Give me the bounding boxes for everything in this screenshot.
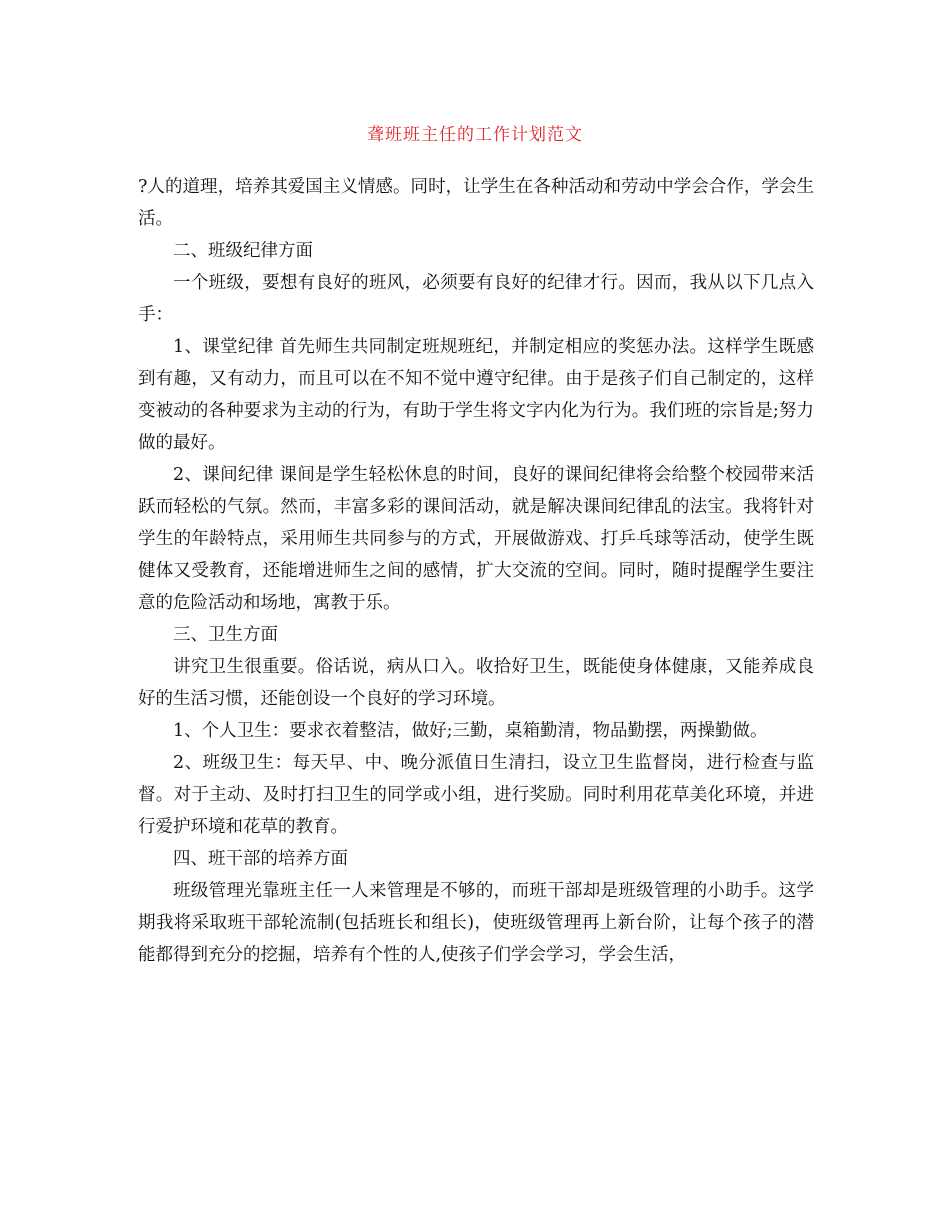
section-heading-class-cadres: 四、班干部的培养方面 — [173, 849, 348, 869]
paragraph-class-hygiene: 2、班级卫生：每天早、中、晚分派值日生清扫，设立卫生监督岗，进行检查与监督。对于主动、及时打扫卫生的同学或小组，进行奖励。同时利用花草美化环境，并进行爱护环境和花草的教育。 — [138, 753, 814, 837]
paragraph-classroom-discipline: 1、课堂纪律 首先师生共同制定班规班纪，并制定相应的奖惩办法。这样学生既感到有趣，又有动力，而且可以在不知不觉中遵守纪律。由于是孩子们自己制定的，这样变被动的各种要求为主动的行为，有助于学生将文字内化为行为。我们班的宗旨是;努力做的最好。 — [138, 337, 814, 453]
paragraph-hygiene-intro: 讲究卫生很重要。俗话说，病从口入。收拾好卫生，既能使身体健康，又能养成良好的生活习惯，还能创设一个良好的学习环境。 — [138, 657, 814, 709]
document-body — [138, 171, 814, 971]
paragraph-class-cadres: 班级管理光靠班主任一人来管理是不够的，而班干部却是班级管理的小助手。这学期我将采取班干部轮流制(包括班长和组长)，使班级管理再上新台阶，让每个孩子的潜能都得到充分的挖掘，培养有个性的人,使孩子们学会学习，学会生活， — [138, 881, 814, 965]
paragraph-2: 一个班级，要想有良好的班风，必须要有良好的纪律才行。因而，我从以下几点入手： — [138, 273, 814, 325]
document-title: 聋班班主任的工作计划范文 — [367, 125, 583, 145]
section-heading-discipline: 二、班级纪律方面 — [173, 241, 313, 261]
paragraph-break-discipline: 2、课间纪律 课间是学生轻松休息的时间，良好的课间纪律将会给整个校园带来活跃而轻松的气氛。然而，丰富多彩的课间活动，就是解决课间纪律乱的法宝。我将针对学生的年龄特点，采用师生共同参与的方式，开展做游戏、打乒乓球等活动，使学生既健体又受教育，还能增进师生之间的感情，扩大交流的空间。同时，随时提醒学生要注意的危险活动和场地，寓教于乐。 — [138, 465, 814, 613]
paragraph-1: ?人的道理，培养其爱国主义情感。同时，让学生在各种活动和劳动中学会合作，学会生活。 — [138, 177, 814, 229]
section-heading-hygiene: 三、卫生方面 — [173, 625, 278, 645]
paragraph-personal-hygiene: 1、个人卫生：要求衣着整洁，做好;三勤，桌箱勤清，物品勤摆，两操勤做。 — [173, 721, 768, 741]
